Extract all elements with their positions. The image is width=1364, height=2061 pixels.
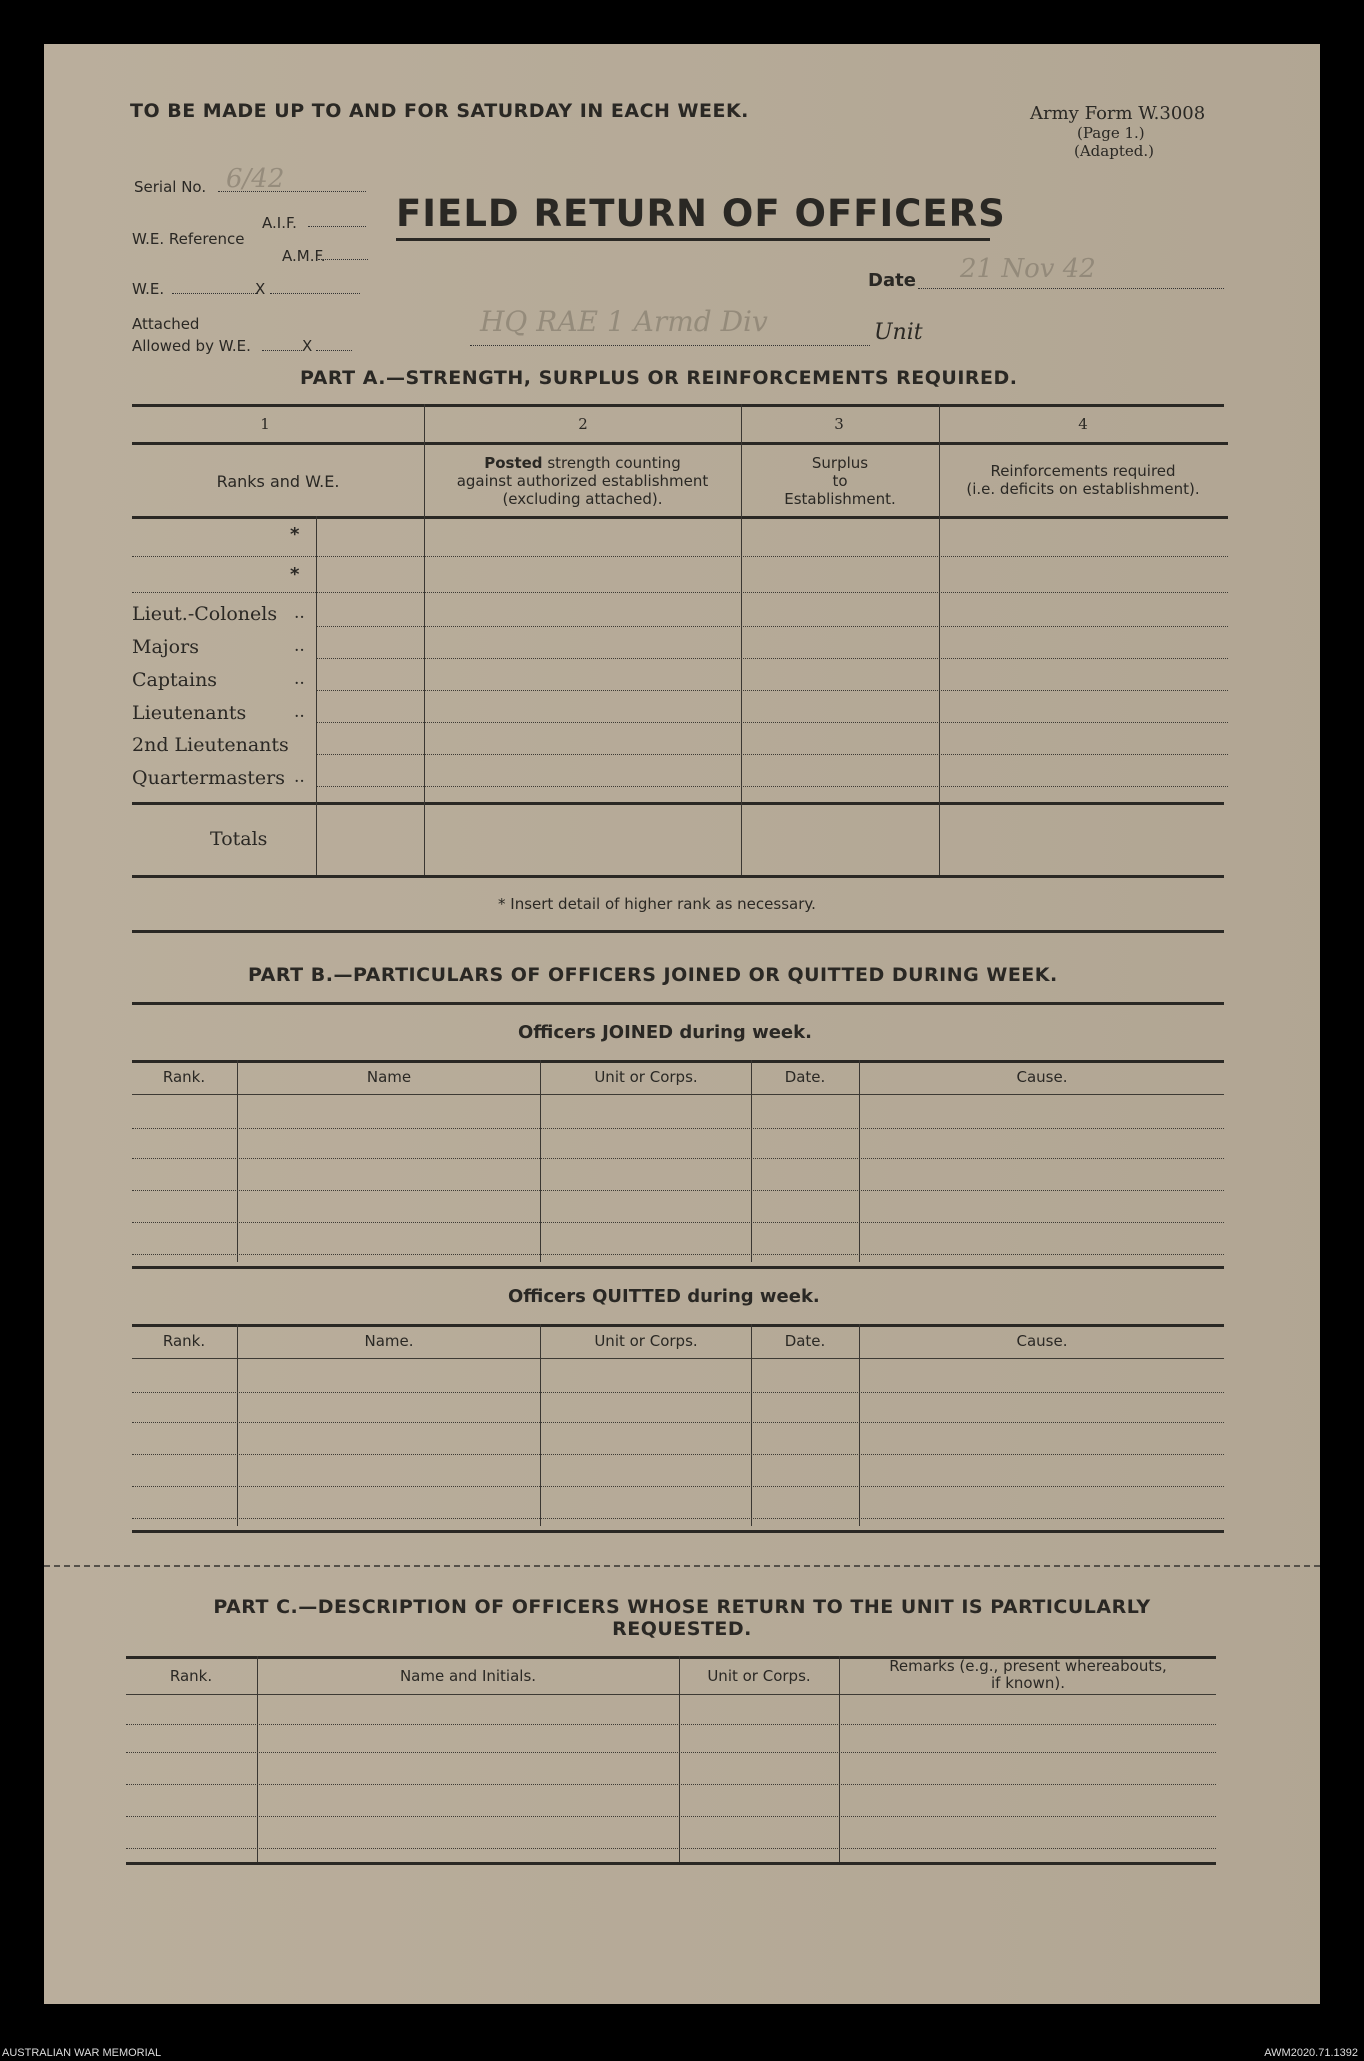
footer-right: AWM2020.71.1392 bbox=[1264, 2047, 1358, 2059]
joined-divider-4 bbox=[859, 1060, 860, 1262]
col-number-4: 4 bbox=[1078, 415, 1088, 433]
col-number-3: 3 bbox=[834, 415, 844, 433]
joined-row-line-4 bbox=[132, 1222, 1224, 1223]
quitted-col-rank: Rank. bbox=[162, 1332, 206, 1350]
we-label: W.E. bbox=[132, 280, 165, 298]
attached-label: Attached bbox=[132, 315, 200, 333]
rank-label-quartermasters: Quartermasters bbox=[132, 767, 285, 789]
col-number-2: 2 bbox=[578, 415, 588, 433]
unit-value: HQ RAE 1 Armd Div bbox=[480, 305, 768, 338]
joined-title: Officers JOINED during week. bbox=[518, 1022, 812, 1043]
part-c-bottom-rule bbox=[126, 1862, 1216, 1865]
aif-line[interactable] bbox=[308, 226, 366, 227]
quitted-row-line-3 bbox=[132, 1454, 1224, 1455]
part-c-header-rule bbox=[126, 1694, 1216, 1695]
quitted-row-line-1 bbox=[132, 1392, 1224, 1393]
leader-3: .. bbox=[294, 669, 305, 689]
amf-label: A.M.F. bbox=[282, 247, 326, 265]
amf-line[interactable] bbox=[318, 259, 368, 260]
we-reference-label: W.E. Reference bbox=[132, 230, 245, 248]
part-a-number-rule bbox=[132, 442, 1228, 445]
perforation-line bbox=[44, 1565, 1320, 1567]
unit-label: Unit bbox=[874, 320, 923, 345]
quitted-divider-2 bbox=[540, 1324, 541, 1526]
col4-header bbox=[939, 462, 1227, 498]
leader-1: .. bbox=[294, 603, 305, 623]
part-b-heading: PART B.—PARTICULARS OF OFFICERS JOINED OR QUITTED DURING WEEK. bbox=[248, 964, 1058, 986]
aif-label: A.I.F. bbox=[262, 214, 297, 232]
part-c-heading bbox=[130, 1596, 1234, 1640]
rank-label-lieut-colonels: Lieut.-Colonels bbox=[132, 603, 278, 625]
part-a-bottom-rule bbox=[132, 875, 1224, 878]
part-c-col-rank: Rank. bbox=[169, 1667, 213, 1685]
quitted-row-line-2 bbox=[132, 1422, 1224, 1423]
quitted-divider-3 bbox=[751, 1324, 752, 1526]
row-line-6 bbox=[316, 786, 1228, 787]
rank-label-lieutenants: Lieutenants bbox=[132, 702, 247, 724]
totals-label: Totals bbox=[210, 828, 268, 850]
part-c-col-remarks bbox=[840, 1658, 1216, 1692]
quitted-divider-4 bbox=[859, 1324, 860, 1526]
quitted-col-unit: Unit or Corps. bbox=[594, 1332, 698, 1350]
rank-label-captains: Captains bbox=[132, 669, 218, 691]
form-adapted: (Adapted.) bbox=[1074, 142, 1154, 160]
instruction-text: TO BE MADE UP TO AND FOR SATURDAY IN EACH WEEK. bbox=[130, 100, 749, 122]
part-a-heading: PART A.—STRENGTH, SURPLUS OR REINFORCEMENTS REQUIRED. bbox=[300, 367, 1018, 389]
col2-header-bold: Posted bbox=[484, 454, 543, 472]
joined-divider-3 bbox=[751, 1060, 752, 1262]
we-x-mark: X bbox=[255, 280, 266, 298]
form-name: Army Form W.3008 bbox=[1030, 103, 1206, 124]
unit-line[interactable] bbox=[470, 345, 870, 346]
col-number-1: 1 bbox=[260, 415, 270, 433]
row-line-4 bbox=[316, 722, 1228, 723]
serial-label: Serial No. bbox=[134, 178, 207, 196]
part-c-row-line-3 bbox=[126, 1784, 1216, 1785]
we-line-2[interactable] bbox=[270, 293, 360, 294]
part-a-footnote: * Insert detail of higher rank as necessary. bbox=[498, 895, 816, 913]
row-line-1 bbox=[316, 626, 1228, 627]
allowed-line-2[interactable] bbox=[316, 350, 352, 351]
date-value: 21 Nov 42 bbox=[960, 254, 1096, 284]
col3-header-line3: Establishment. bbox=[784, 490, 896, 508]
row-line-star-2 bbox=[132, 592, 1228, 593]
footer-left: AUSTRALIAN WAR MEMORIAL bbox=[2, 2047, 162, 2059]
col3-header-line2: to bbox=[832, 472, 848, 490]
part-c-row-line-2 bbox=[126, 1752, 1216, 1753]
part-c-row-line-5 bbox=[126, 1848, 1216, 1849]
quitted-col-name: Name. bbox=[364, 1332, 414, 1350]
joined-row-line-5 bbox=[132, 1254, 1224, 1255]
rank-label-majors: Majors bbox=[132, 636, 199, 658]
star-mark-1: * bbox=[290, 524, 300, 545]
joined-row-line-2 bbox=[132, 1158, 1224, 1159]
row-line-3 bbox=[316, 690, 1228, 691]
col3-header-line1: Surplus bbox=[811, 454, 869, 472]
part-b-top-rule bbox=[132, 1002, 1224, 1005]
part-a-we-divider bbox=[316, 516, 317, 875]
quitted-top-rule bbox=[132, 1324, 1224, 1327]
quitted-divider-1 bbox=[237, 1324, 238, 1526]
joined-col-unit: Unit or Corps. bbox=[594, 1068, 698, 1086]
col4-header-line2: (i.e. deficits on establishment). bbox=[966, 480, 1200, 498]
part-c-heading-line2: REQUESTED. bbox=[612, 1618, 752, 1640]
joined-col-name: Name bbox=[366, 1068, 412, 1086]
joined-row-line-3 bbox=[132, 1190, 1224, 1191]
part-c-row-line-4 bbox=[126, 1816, 1216, 1817]
part-a-header-rule bbox=[132, 516, 1228, 519]
part-a-footnote-rule bbox=[132, 930, 1224, 933]
col2-header-line3: (excluding attached). bbox=[502, 490, 663, 508]
joined-top-rule bbox=[132, 1060, 1224, 1063]
rank-label-2nd-lieutenants: 2nd Lieutenants bbox=[132, 734, 289, 756]
date-label: Date bbox=[868, 270, 916, 291]
quitted-title: Officers QUITTED during week. bbox=[508, 1286, 820, 1307]
title-underline bbox=[396, 238, 990, 241]
row-line-2 bbox=[316, 658, 1228, 659]
part-c-divider-1 bbox=[257, 1656, 258, 1862]
part-c-remarks-line2: if known). bbox=[991, 1674, 1065, 1692]
joined-col-cause: Cause. bbox=[1016, 1068, 1068, 1086]
joined-divider-1 bbox=[237, 1060, 238, 1262]
star-mark-2: * bbox=[290, 564, 300, 585]
row-line-5 bbox=[316, 754, 1228, 755]
quitted-col-date: Date. bbox=[784, 1332, 826, 1350]
quitted-row-line-5 bbox=[132, 1518, 1224, 1519]
part-c-divider-3 bbox=[839, 1656, 840, 1862]
col2-header-line2: against authorized establishment bbox=[456, 472, 709, 490]
serial-value: 6/42 bbox=[226, 164, 285, 194]
col4-header-line1: Reinforcements required bbox=[990, 462, 1176, 480]
allowed-x-mark: X bbox=[302, 337, 313, 355]
joined-col-rank: Rank. bbox=[162, 1068, 206, 1086]
joined-header-rule bbox=[132, 1094, 1224, 1095]
page-title: FIELD RETURN OF OFFICERS bbox=[396, 192, 1006, 235]
row-line-star-1 bbox=[132, 556, 1228, 557]
quitted-row-line-4 bbox=[132, 1486, 1224, 1487]
col3-header bbox=[741, 454, 939, 508]
part-a-top-rule bbox=[132, 404, 1224, 407]
leader-6: .. bbox=[294, 767, 305, 787]
col1-header: Ranks and W.E. bbox=[216, 472, 340, 491]
leader-4: .. bbox=[294, 702, 305, 722]
joined-divider-2 bbox=[540, 1060, 541, 1262]
quitted-bottom-rule bbox=[132, 1530, 1224, 1533]
joined-col-date: Date. bbox=[784, 1068, 826, 1086]
allowed-label: Allowed by W.E. bbox=[132, 337, 251, 355]
part-c-divider-2 bbox=[679, 1656, 680, 1862]
quitted-col-cause: Cause. bbox=[1016, 1332, 1068, 1350]
part-c-heading-line1: PART C.—DESCRIPTION OF OFFICERS WHOSE RETURN TO THE UNIT IS PARTICULARLY bbox=[213, 1596, 1151, 1618]
col2-header bbox=[424, 454, 741, 508]
part-c-remarks-line1: Remarks (e.g., present whereabouts, bbox=[889, 1657, 1167, 1675]
part-c-row-line-1 bbox=[126, 1724, 1216, 1725]
leader-2: .. bbox=[294, 636, 305, 656]
quitted-header-rule bbox=[132, 1358, 1224, 1359]
part-a-totals-rule bbox=[132, 802, 1224, 805]
date-line[interactable] bbox=[918, 288, 1224, 289]
we-line-1[interactable] bbox=[172, 293, 258, 294]
joined-row-line-1 bbox=[132, 1128, 1224, 1129]
form-page: (Page 1.) bbox=[1077, 124, 1145, 142]
col2-header-rest: strength counting bbox=[547, 454, 681, 472]
part-c-col-name: Name and Initials. bbox=[399, 1667, 537, 1685]
joined-bottom-rule bbox=[132, 1266, 1224, 1269]
part-c-col-unit: Unit or Corps. bbox=[707, 1667, 811, 1685]
allowed-line-1[interactable] bbox=[262, 350, 302, 351]
